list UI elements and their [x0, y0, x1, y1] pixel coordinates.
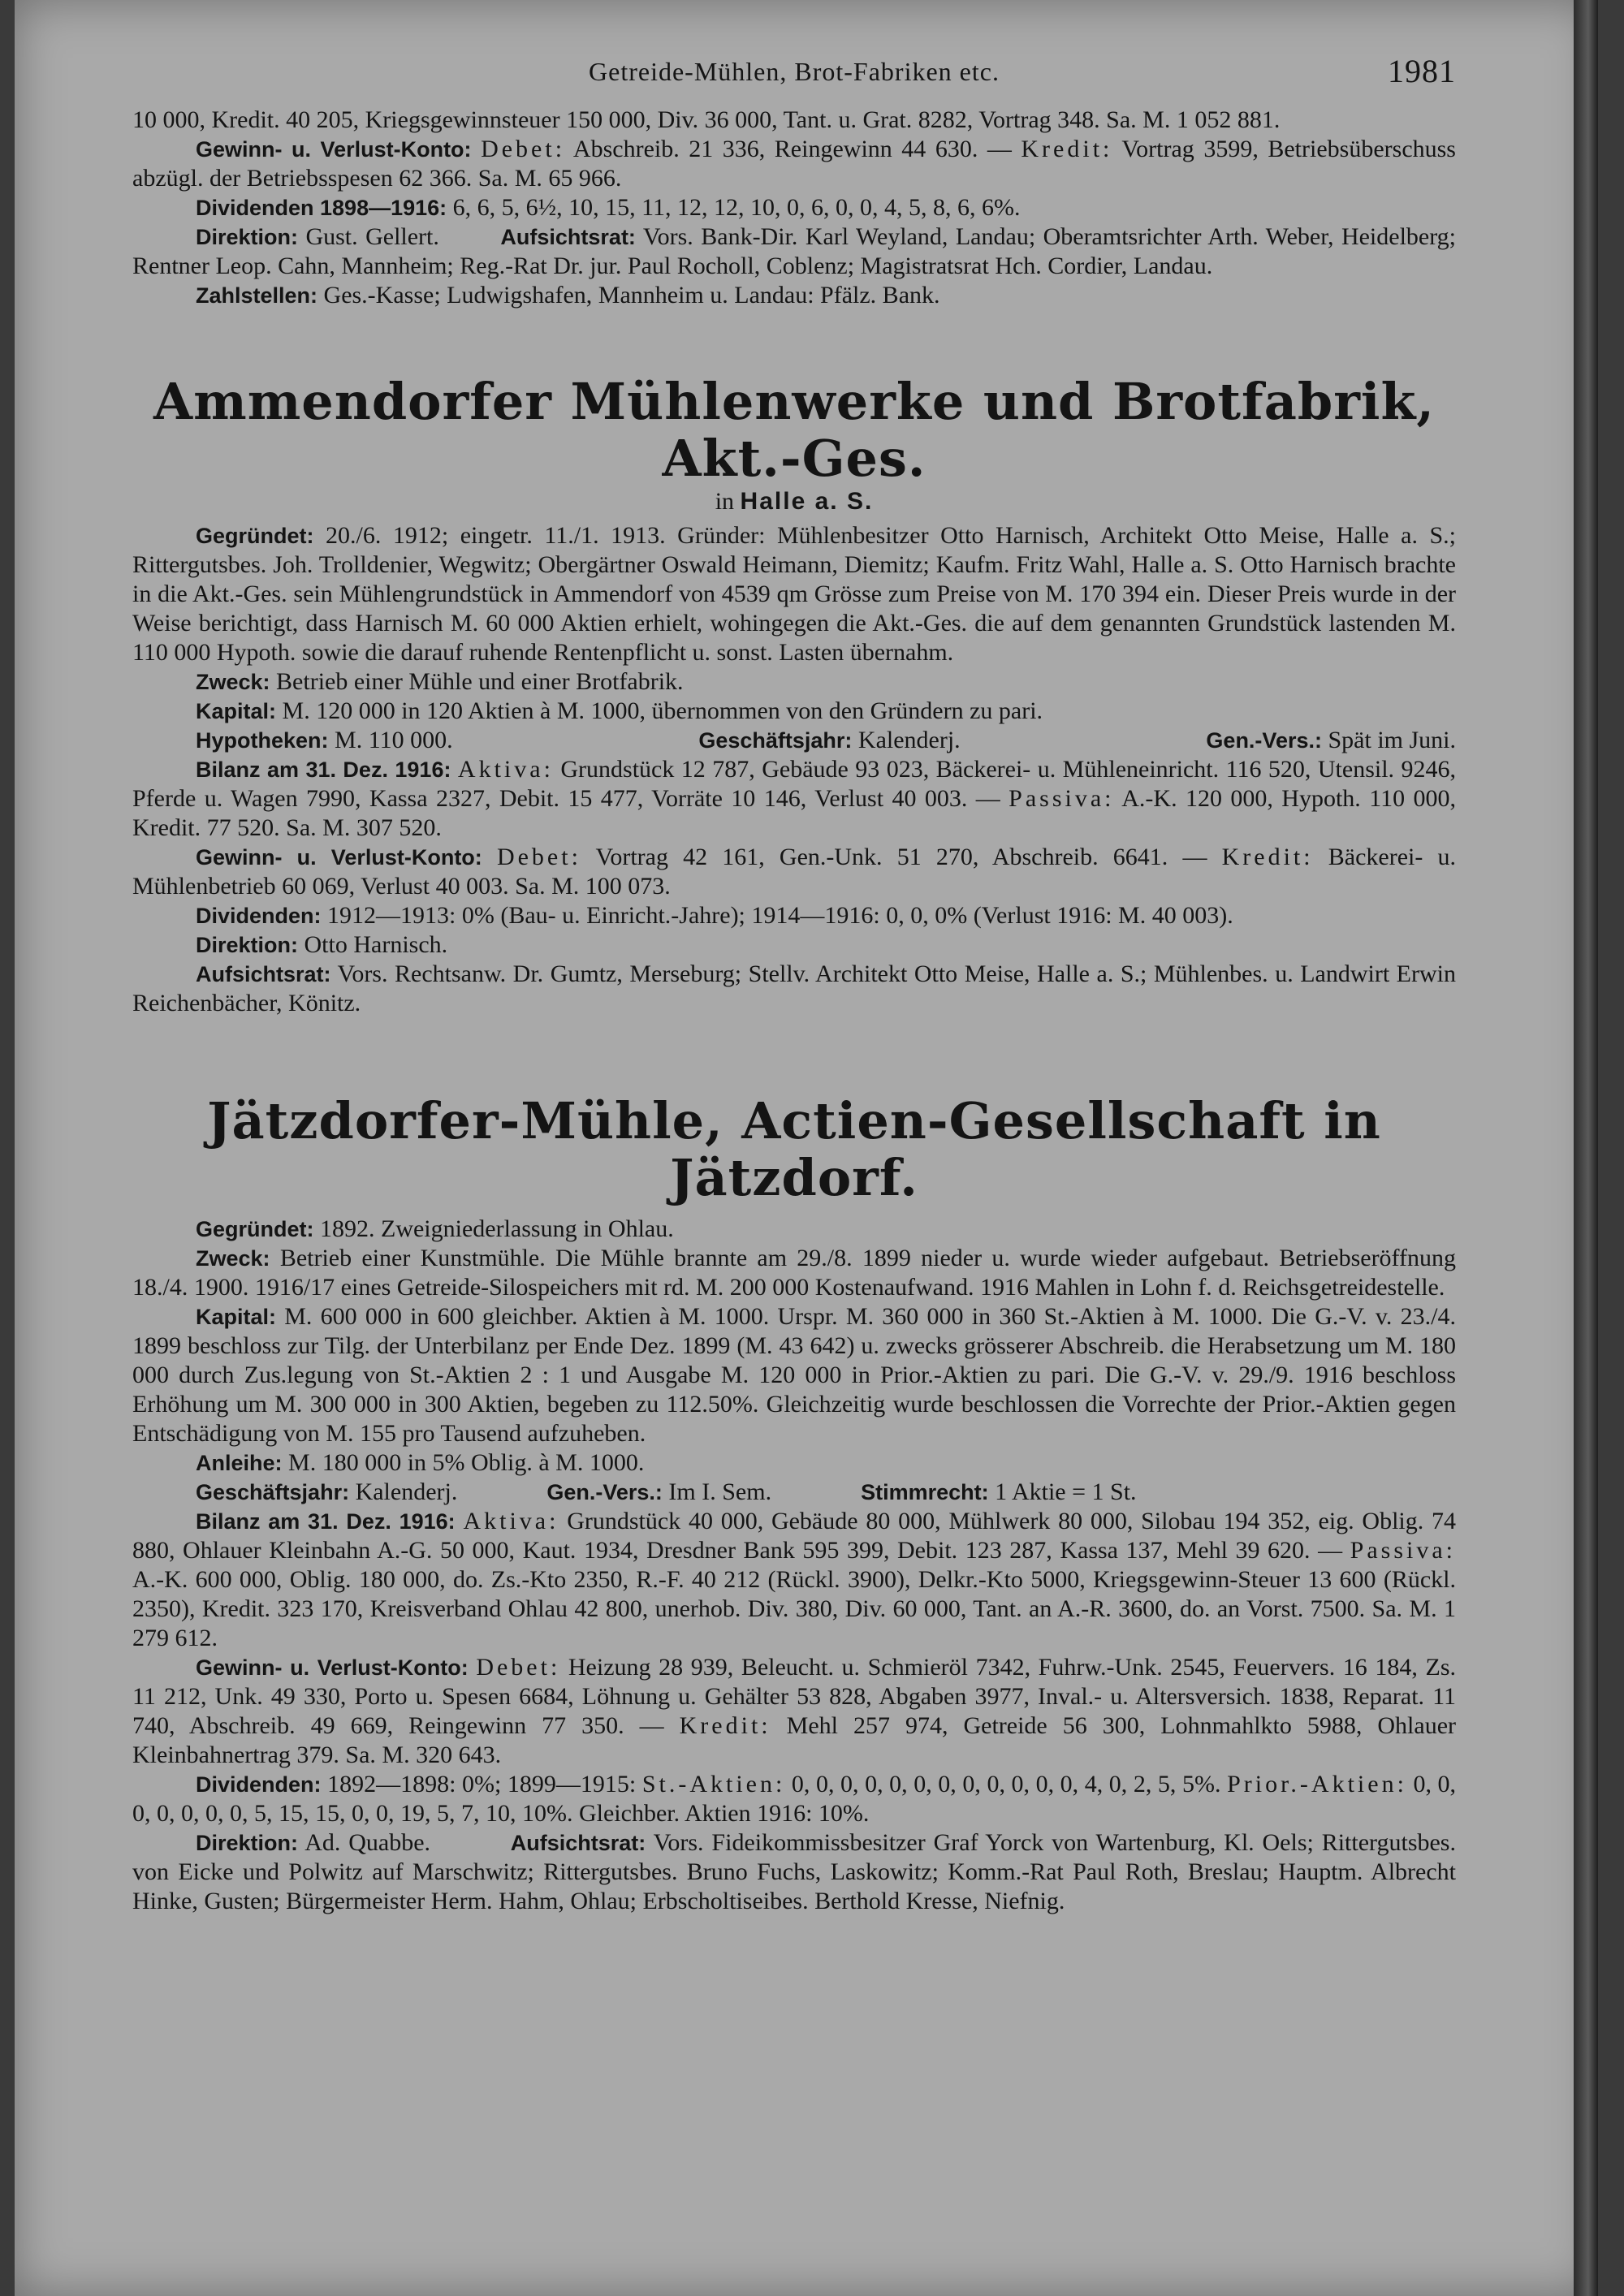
ammendorf-direktion: [132, 930, 1456, 960]
genvers-label: Gen.-Vers.:: [546, 1480, 663, 1504]
jaetzdorf-dividends: [132, 1770, 1456, 1828]
guv-debet-text: Abschreib. 21 336, Reingewinn 44 630. —: [572, 136, 1012, 162]
top-zahlstellen: [132, 281, 1456, 310]
stimmrecht-field: [861, 1478, 1136, 1507]
gegruendet-text: 20./6. 1912; eingetr. 11./1. 1913. Gründer: Mühlenbesitzer Otto Harnisch, Architekt Otto Meise, Halle a. S.; Rittergutsbes. Joh. Trolldenier, Wegwitz; Obergärtner Oswald Heimann, Diemitz; Kaufm. Fritz Wahl, Halle a. S. Otto Harnisch brachte in die Akt.-Ges. sein Mühlengrundstück in Ammendorf von 4539 qm Grösse zum Preise von M. 170 394 ein. Dieser Preis wurde in der Weise berichtigt, dass Harnisch M. 60 000 Aktien erhielt, wohingegen die Akt.-Ges. die auf dem genannten Grundstück lastenden M. 110 000 Hypoth. sowie die darauf ruhende Rentenpflicht u. sonst. Lasten übernahm.: [132, 522, 1456, 666]
jaetzdorf-guv: [132, 1653, 1456, 1770]
jaetzdorf-anleihe: [132, 1448, 1456, 1478]
kredit-label: Kredit:: [1221, 844, 1314, 870]
stimmrecht-text: 1 Aktie = 1 St.: [995, 1478, 1137, 1505]
ammendorf-gegruendet: [132, 521, 1456, 667]
genvers-text: Spät im Juni.: [1328, 727, 1456, 753]
running-title: Getreide-Mühlen, Brot-Fabriken etc.: [589, 57, 1000, 86]
geschaeftsjahr-text: Kalenderj.: [355, 1478, 458, 1505]
ammendorf-dividends: [132, 901, 1456, 930]
geschaeftsjahr-label: Geschäftsjahr:: [698, 728, 853, 753]
guv-label: Gewinn- u. Verlust-Konto:: [196, 845, 482, 870]
zweck-text: Betrieb einer Mühle und einer Brotfabrik.: [276, 668, 684, 695]
geschaeftsjahr-label: Geschäftsjahr:: [196, 1480, 350, 1504]
genvers-text: Im I. Sem.: [668, 1478, 772, 1505]
debet-label: Debet:: [476, 1654, 561, 1681]
prior-aktien-label: Prior.-Aktien:: [1227, 1771, 1407, 1798]
passiva-label: Passiva:: [1350, 1537, 1457, 1564]
kredit-label: Kredit:: [679, 1712, 771, 1739]
passiva-label: Passiva:: [1009, 785, 1115, 812]
geschaeftsjahr-field: [196, 1478, 457, 1507]
jaetzdorf-bilanz: [132, 1507, 1456, 1653]
zweck-label: Zweck:: [196, 1246, 270, 1271]
aktiva-label: Aktiva:: [457, 756, 554, 783]
guv-debet-text: Heizung 28 939, Beleucht. u. Schmieröl 7342, Fuhrw.-Unk. 2545, Feuervers. 16 184, Zs. 11 212, Unk. 49 330, Porto u. Spesen 6684, Löhnung u. Gehälter 53 828, Abgaben 3977, Inval.- u. Altersversich. 1838, Reparat. 11 740, Abschreib. 49 669, Reingewinn 77 350. —: [132, 1654, 1457, 1739]
dividends-label: Dividenden:: [196, 1772, 322, 1797]
st-aktien-label: St.-Aktien:: [641, 1771, 786, 1798]
zahlstellen-label: Zahlstellen:: [196, 283, 318, 308]
location-prefix: in: [715, 488, 735, 515]
debet-label: Debet:: [481, 136, 566, 162]
jaetzdorf-gj-gv-stimmrecht: [132, 1478, 1456, 1507]
book-spine-edge: [1574, 0, 1598, 2296]
top-direktion-aufsichtsrat: [132, 222, 1456, 281]
zweck-text: Betrieb einer Kunstmühle. Die Mühle brannte am 29./8. 1899 nieder u. wurde wieder aufgebaut. Betriebseröffnung 18./4. 1900. 1916/17 eines Getreide-Silospeichers mit rd. M. 200 000 Kostenaufwand. 1916 Mahlen in Lohn f. d. Reichsgetreidestelle.: [132, 1245, 1456, 1301]
genvers-label: Gen.-Vers.:: [1206, 728, 1322, 753]
aufsichtsrat-label: Aufsichtsrat:: [510, 1831, 646, 1855]
gegruendet-text: 1892. Zweigniederlassung in Ohlau.: [320, 1215, 674, 1242]
page-number: 1981: [1388, 53, 1456, 89]
guv-kredit-text: Vortrag 3599, Betriebsüberschuss abzügl. der Betriebsspesen 62 366. Sa. M. 65 966.: [132, 136, 1456, 192]
geschaeftsjahr-field: [698, 726, 960, 755]
aktiva-text: Grundstück 40 000, Gebäude 80 000, Mühlwerk 80 000, Silobau 194 352, eig. Oblig. 74 880, Ohlauer Kleinbahn A.-G. 50 000, Kaut. 1934, Dresdner Bank 595 399, Debit. 123 287, Kassa 137, Mehl 39 620. —: [132, 1508, 1457, 1564]
aufsichtsrat-label: Aufsichtsrat:: [196, 962, 331, 986]
bilanz-label: Bilanz am 31. Dez. 1916:: [196, 757, 451, 782]
dividends-label: Dividenden:: [196, 904, 322, 928]
kapital-text: M. 120 000 in 120 Aktien à M. 1000, übernommen von den Gründern zu pari.: [282, 697, 1043, 724]
top-dividends: [132, 193, 1456, 222]
dividends-text: 1912—1913: 0% (Bau- u. Einricht.-Jahre); 1914—1916: 0, 0, 0% (Verlust 1916: M. 40 003).: [327, 902, 1233, 929]
aktiva-label: Aktiva:: [463, 1508, 559, 1534]
hypotheken-field: [196, 726, 453, 755]
top-continuation: 10 000, Kredit. 40 205, Kriegsgewinnsteuer 150 000, Div. 36 000, Tant. u. Grat. 8282, Vortrag 348. Sa. M. 1 052 881.: [132, 106, 1281, 133]
aktiva-text: Grundstück 12 787, Gebäude 93 023, Bäckerei- u. Mühleneinricht. 116 520, Utensil. 9246, Pferde u. Wagen 7990, Kassa 2327, Debit. 15 477, Vorräte 10 146, Verlust 40 003. —: [132, 756, 1456, 812]
aufsichtsrat-label: Aufsichtsrat:: [500, 225, 636, 249]
gegruendet-label: Gegründet:: [196, 1217, 314, 1241]
jaetzdorf-gegruendet: [132, 1215, 1456, 1244]
aufsichtsrat-text: Vors. Bank-Dir. Karl Weyland, Landau; Oberamtsrichter Arth. Weber, Heidelberg; Rentner Leop. Cahn, Mannheim; Reg.-Rat Dr. jur. Paul Rocholl, Coblenz; Magistratsrat Hch. Cordier, Landau.: [132, 223, 1457, 279]
zahlstellen-text: Ges.-Kasse; Ludwigshafen, Mannheim u. Landau: Pfälz. Bank.: [323, 282, 940, 309]
dividends-text-2: 0, 0, 0, 0, 0, 0, 0, 0, 0, 0, 0, 0, 4, 0, 2, 5, 5%.: [791, 1771, 1221, 1798]
hypotheken-label: Hypotheken:: [196, 728, 329, 753]
passiva-text: A.-K. 120 000, Hypoth. 110 000, Kredit. 77 520. Sa. M. 307 520.: [132, 785, 1456, 841]
direktion-label: Direktion:: [196, 225, 299, 249]
passiva-text: A.-K. 600 000, Oblig. 180 000, do. Zs.-Kto 2350, R.-F. 40 212 (Rückl. 3900), Delkr.-Kto 5000, Kriegsgewinn-Steuer 13 600 (Rückl. 2350), Kredit. 323 170, Kreisverband Ohlau 42 800, unerhob. Div. 380, Div. 60 000, Tant. an A.-R. 3600, do. an Vorst. 7500. Sa. M. 1 279 612.: [132, 1566, 1456, 1651]
dividends-text: 6, 6, 5, 6½, 10, 15, 11, 12, 12, 10, 0, 6, 0, 0, 4, 5, 8, 6, 6%.: [452, 194, 1021, 221]
aufsichtsrat-text: Vors. Fideikommissbesitzer Graf Yorck von Wartenburg, Kl. Oels; Rittergutsbes. von Eicke und Polwitz auf Marschwitz; Rittergutsbes. Bruno Fuchs, Laskowitz; Komm.-Rat Paul Roth, Breslau; Hauptm. Albrecht Hinke, Gusten; Bürgermeister Herm. Hahm, Ohlau; Erbscholtiseibes. Berthold Kresse, Niefnig.: [132, 1829, 1456, 1914]
dividends-label: Dividenden 1898—1916:: [196, 196, 447, 220]
guv-label: Gewinn- u. Verlust-Konto:: [196, 1655, 469, 1680]
top-guv: [132, 135, 1456, 193]
bilanz-label: Bilanz am 31. Dez. 1916:: [196, 1509, 456, 1534]
debet-label: Debet:: [496, 844, 581, 870]
hypotheken-text: M. 110 000.: [335, 727, 453, 753]
location-city: Halle a. S.: [740, 488, 874, 515]
kredit-label: Kredit:: [1021, 136, 1113, 162]
direktion-label: Direktion:: [196, 933, 299, 957]
ammendorf-bilanz: [132, 755, 1456, 843]
guv-label: Gewinn- u. Verlust-Konto:: [196, 137, 472, 162]
direktion-text: Otto Harnisch.: [304, 931, 448, 958]
running-head: [132, 53, 1456, 106]
genvers-field: [546, 1478, 771, 1507]
geschaeftsjahr-text: Kalenderj.: [857, 727, 961, 753]
gegruendet-label: Gegründet:: [196, 524, 314, 548]
anleihe-text: M. 180 000 in 5% Oblig. à M. 1000.: [288, 1449, 645, 1476]
direktion-text: Gust. Gellert.: [305, 223, 439, 250]
guv-kredit-text: Bäckerei- u. Mühlenbetrieb 60 069, Verlust 40 003. Sa. M. 100 073.: [132, 844, 1456, 900]
entry-title-jaetzdorf: Jätzdorfer-Mühle, Actien-Gesellschaft in Jätzdorf.: [207, 1091, 1381, 1207]
ammendorf-guv: [132, 843, 1456, 901]
aufsichtsrat-text: Vors. Rechtsanw. Dr. Gumtz, Merseburg; Stellv. Architekt Otto Meise, Halle a. S.; Mühlenbes. u. Landwirt Erwin Reichenbächer, Könitz.: [132, 960, 1456, 1016]
kapital-text: M. 600 000 in 600 gleichber. Aktien à M. 1000. Urspr. M. 360 000 in 360 St.-Aktien à M. 1000. Die G.-V. v. 23./4. 1899 beschloss zur Tilg. der Unterbilanz per Ende Dez. 1899 (M. 43 642) u. zwecks grösserer Abschreib. die Herabsetzung um M. 180 000 durch Zus.legung von St.-Aktien 2 : 1 und Ausgabe M. 120 000 in Prior.-Aktien zu pari. Die G.-V. v. 29./9. 1916 beschloss Erhöhung um M. 300 000 in 300 Aktien, begeben zu 112.50%. Gleichzeitig wurde beschlossen die Vorrechte der Prior.-Aktien gegen Entschädigung von M. 155 pro Tausend aufzuheben.: [132, 1303, 1456, 1447]
direktion-text: Ad. Quabbe.: [304, 1829, 431, 1856]
stimmrecht-label: Stimmrecht:: [861, 1480, 989, 1504]
page-content: [132, 53, 1457, 1916]
guv-kredit-text: Mehl 257 974, Getreide 56 300, Lohnmahlkto 5988, Ohlauer Kleinbahnertrag 379. Sa. M. 320 643.: [132, 1712, 1457, 1768]
genvers-field: [1206, 726, 1456, 755]
zweck-label: Zweck:: [196, 670, 270, 694]
ammendorf-aufsichtsrat: [132, 960, 1456, 1018]
kapital-label: Kapital:: [196, 699, 277, 723]
anleihe-label: Anleihe:: [196, 1451, 283, 1475]
jaetzdorf-zweck: [132, 1244, 1456, 1302]
entry-location-ammendorf: [132, 487, 1456, 516]
ammendorf-hyp-gj-gv: [132, 726, 1456, 755]
entry-title-ammendorf: Ammendorfer Mühlenwerke und Brotfabrik, Akt.-Ges.: [153, 372, 1435, 488]
ammendorf-zweck: [132, 667, 1456, 697]
jaetzdorf-kapital: [132, 1302, 1456, 1448]
dividends-text-3: 0, 0, 0, 0, 0, 0, 0, 5, 15, 15, 0, 0, 19, 5, 7, 10, 10%. Gleichber. Aktien 1916: 10%.: [132, 1771, 1457, 1827]
jaetzdorf-direktion-aufsichtsrat: [132, 1828, 1456, 1916]
direktion-label: Direktion:: [196, 1831, 299, 1855]
dividends-text-1: 1892—1898: 0%; 1899—1915:: [327, 1771, 637, 1798]
kapital-label: Kapital:: [196, 1305, 277, 1329]
ammendorf-kapital: [132, 697, 1456, 726]
guv-debet-text: Vortrag 42 161, Gen.-Unk. 51 270, Abschreib. 6641. —: [595, 844, 1207, 870]
scanned-page: [15, 0, 1598, 2296]
